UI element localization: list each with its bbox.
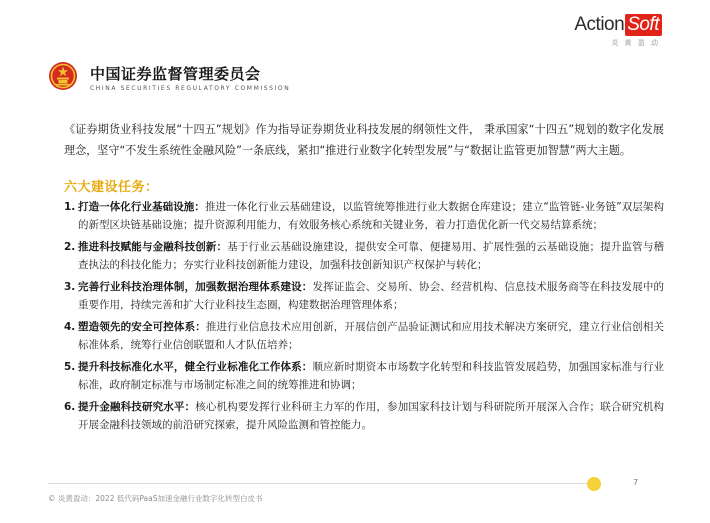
task-title: 完善行业科技治理体制，加强数据治理体系建设： xyxy=(78,281,313,293)
page-number: 7 xyxy=(633,478,639,487)
task-number: 5. xyxy=(64,361,76,373)
actionsoft-logo xyxy=(552,14,662,50)
brand-subtitle: 炎 黄 盈 动 xyxy=(611,39,660,47)
task-text: 核心机构要发挥行业科研主力军的作用，参加国家科技计划与科研院所开展深入合作；联合研究机构开展金融科技领域的前沿研究探索，提升风险监测和管控能力。 xyxy=(78,401,665,431)
task-text: 发挥证监会、交易所、协会、经营机构、信息技术服务商等在科技发展中的重要作用，持续完善和扩大行业科技生态圈，构建数据治理管理体系； xyxy=(78,281,665,311)
footer-divider xyxy=(48,483,600,484)
task-item xyxy=(64,399,664,434)
task-number: 4. xyxy=(64,321,76,333)
task-text: 基于行业云基础设施建设，提供安全可靠、便捷易用、扩展性强的云基础设施；提升监管与稽查执法的科技化能力；夯实行业科技创新能力建设，加强科技创新知识产权保护与转化； xyxy=(78,241,664,271)
task-title: 提升金融科技研究水平： xyxy=(78,401,196,413)
task-text: 推进一体化行业云基础建设，以监管统筹推进行业大数据仓库建设；建立“监管链-业务链”双层架构的新型区块链基础设施；提升资源利用能力，有效服务核心系统和关键业务，着力打造优化新一代交易结算系统； xyxy=(78,201,665,231)
task-item xyxy=(64,279,664,314)
task-title: 塑造领先的安全可控体系： xyxy=(78,321,206,333)
brand-name xyxy=(574,14,662,36)
task-number: 6. xyxy=(64,401,76,413)
brand-name-soft: Soft xyxy=(625,14,662,36)
task-item xyxy=(64,319,664,354)
task-item xyxy=(64,239,664,274)
task-item xyxy=(64,359,664,394)
section-title: 六大建设任务： xyxy=(64,180,159,195)
footer-source: © 炎黄盈动：2022 低代码PaaS加速金融行业数字化转型白皮书 xyxy=(48,494,263,503)
intro-paragraph: 《证券期货业科技发展“十四五”规划》作为指导证券期货业科技发展的纲领性文件， 秉承国家“十四五”规划的数字化发展理念，坚守“不发生系统性金融风险”一条底线，紧扣“推进行业数字化转型发展”与“数据让监管更加智慧”两大主题。 xyxy=(64,123,664,157)
org-name-en: CHINA SECURITIES REGULATORY COMMISSION xyxy=(90,85,291,92)
brand-name-action: Action xyxy=(574,14,625,35)
task-text: 顺应新时期资本市场数字化转型和科技监管发展趋势，加强国家标准与行业标准，政府制定标准与市场制定标准之间的统筹推进和协调； xyxy=(78,361,665,391)
task-number: 2. xyxy=(64,241,76,253)
task-number: 1. xyxy=(64,201,76,213)
task-list xyxy=(64,199,664,439)
task-title: 提升科技标准化水平，健全行业标准化工作体系： xyxy=(78,361,313,373)
task-text: 推进行业信息技术应用创新，开展信创产品验证测试和应用技术解决方案研究，建立行业信创相关标准体系，统筹行业信创联盟和人才队伍培养； xyxy=(78,321,664,351)
task-title: 打造一体化行业基础设施： xyxy=(78,201,205,213)
national-emblem-icon xyxy=(48,61,78,91)
footer-decoration-dot xyxy=(587,477,601,491)
task-number: 3. xyxy=(64,281,76,293)
task-title: 推进科技赋能与金融科技创新： xyxy=(78,241,228,253)
task-item xyxy=(64,199,664,234)
org-name-cn: 中国证券监督管理委员会 xyxy=(90,65,261,83)
